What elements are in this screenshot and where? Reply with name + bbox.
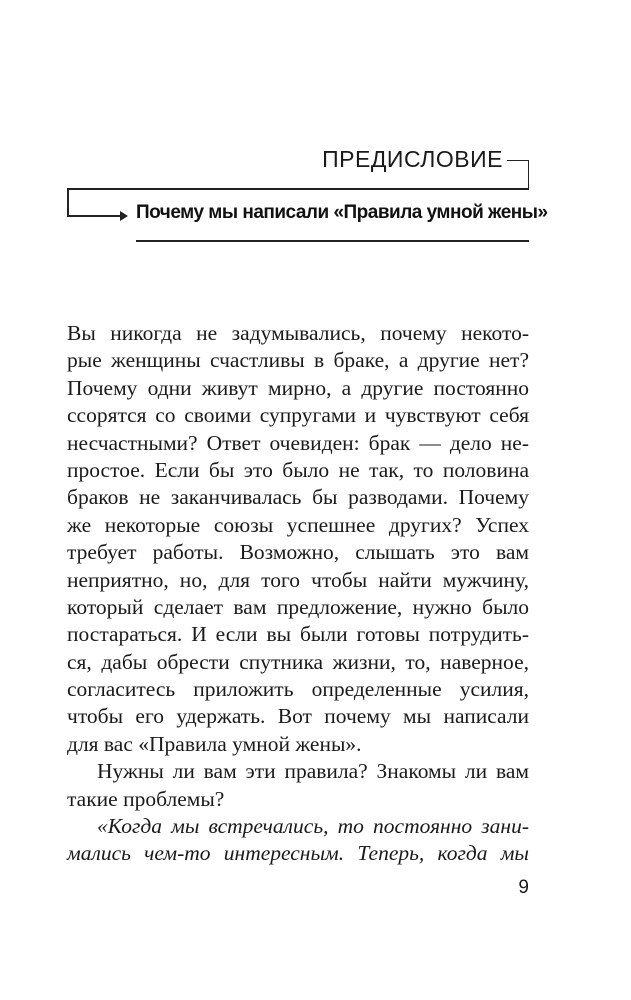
text-line: несчастными? Ответ очевиден: брак — дело не- [67,430,529,455]
text-line: же некоторые союзы успешнее других? Успех [67,512,529,537]
text-line: мались чем-то интересным. Теперь, когда мы [67,841,529,866]
arrow-line [67,215,122,217]
arrow-right-icon [120,211,128,221]
text-line: «Когда мы встречались, то постоянно зани- [97,814,529,839]
chapter-subtitle: Почему мы написали «Правила умной жены» [136,202,548,223]
text-line: такие проблемы? [67,786,225,811]
text-line: для вас «Правила умной жены». [67,731,362,756]
frame-line-left [67,188,69,216]
text-line: который сделает вам предложение, нужно было [67,594,529,619]
text-line: Вы никогда не задумывались, почему некото- [67,321,529,345]
frame-line [67,188,529,190]
text-line: рые женщины счастливы в браке, а другие нет? [67,348,529,373]
page-number: 9 [518,877,529,898]
text-line: постараться. И если вы были готовы потрудить- [67,622,529,647]
frame-corner-top [507,160,529,189]
text-line: согласитесь приложить определенные усилия, [67,677,529,702]
text-line: Нужны ли вам эти правила? Знакомы ли вам [97,759,529,784]
text-line: неприятно, но, для того чтобы найти мужчину, [67,567,529,592]
text-line: ся, дабы обрести спутника жизни, то, наверное, [67,649,529,674]
text-line: чтобы его удержать. Вот почему мы написали [67,704,529,729]
chapter-title: ПРЕДИСЛОВИЕ [322,146,503,172]
text-line: требует работы. Возможно, слышать это вам [67,540,529,565]
text-line: Почему одни живут мирно, а другие постоянно [67,375,529,400]
text-line: ссорятся со своими супругами и чувствуют себя [67,403,529,428]
text-line: простое. Если бы это было не так, то половина [67,457,529,482]
body-text [67,320,529,868]
subtitle-rule [136,240,529,242]
text-line: браков не заканчивалась бы разводами. Почему [67,485,529,510]
